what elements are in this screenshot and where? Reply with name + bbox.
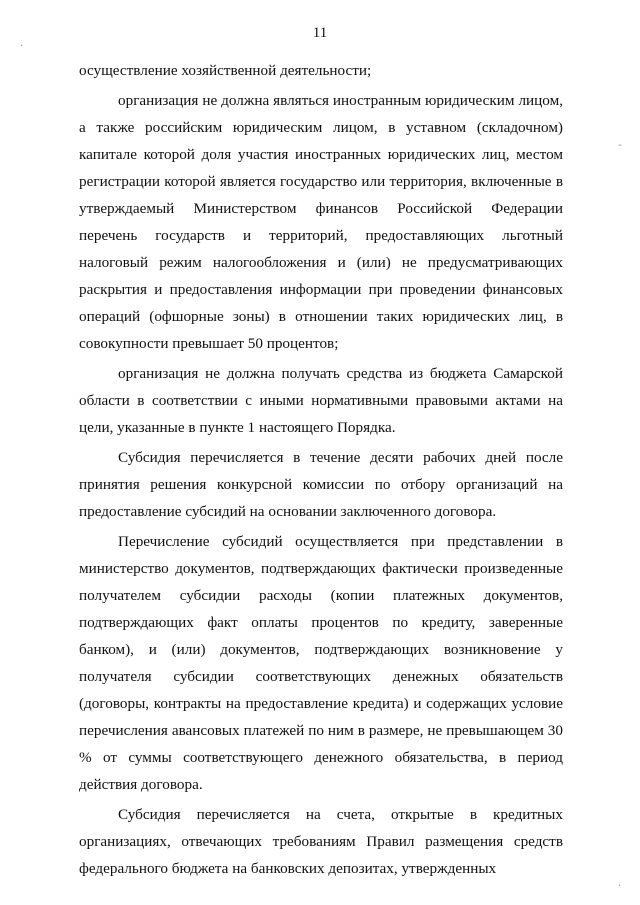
paragraph-foreign-entity-requirement: организация не должна являться иностранным юридическим лицом, а также российским юридическим лицом, в уставном (складочном) капитале которой доля участия иностранных юридических лиц, местом регистрации которой является государство или территория, включенные в утверждаемый Министерством финансов Российской Федерации перечень государств и территорий, предоставляющих льготный налоговый режим налогообложения и (или) не предусматривающих раскрытия и предоставления информации при проведении финансовых операций (офшорные зоны) в отношении таких юридических лиц, в совокупности превышает 50 процентов; [79, 92, 563, 352]
margin-mark: - [618, 137, 622, 151]
margin-mark: . [20, 35, 23, 49]
paragraph-subsidy-transfer-documents: Перечисление субсидий осуществляется при представлении в министерство документов, подтверждающих фактически произведенные получателем субсидии расходы (копии платежных документов, подтверждающих факт оплаты процентов по кредиту, заверенные банком), и (или) документов, подтверждающих возникновение у получателя субсидии соответствующих денежных обязательств (договоры, контракты на предоставление кредита) и содержащих условие перечисления авансовых платежей по ним в размере, не превышающем 30 % от суммы соответствующего денежного обязательства, в период действия договора. [79, 533, 563, 793]
margin-mark: . [618, 875, 621, 889]
paragraph-continuation: осуществление хозяйственной деятельности; [79, 62, 372, 79]
page-number: 11 [312, 25, 328, 41]
document-body [79, 57, 563, 882]
paragraph-subsidy-accounts: Субсидия перечисляется на счета, открытые в кредитных организациях, отвечающих требованиям Правил размещения средств федерального бюджета на банковских депозитах, утвержденных [79, 806, 563, 877]
paragraph-budget-funds-requirement: организация не должна получать средства из бюджета Самарской области в соответствии с иными нормативными правовыми актами на цели, указанные в пункте 1 настоящего Порядка. [79, 365, 563, 436]
paragraph-subsidy-transfer-timing: Субсидия перечисляется в течение десяти рабочих дней после принятия решения конкурсной комиссии по отбору организаций на предоставление субсидий на основании заключенного договора. [79, 449, 563, 520]
